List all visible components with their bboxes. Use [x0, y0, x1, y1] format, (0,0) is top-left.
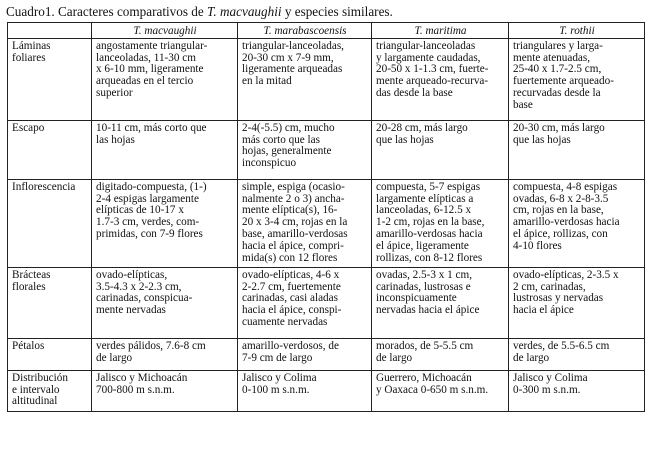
cell-rothii	[509, 38, 645, 120]
cell-line: hojas, generalmente	[242, 145, 332, 158]
cell-line: 1-2 cm, rojas en la base,	[376, 216, 485, 229]
cell-line: inconspicuo	[242, 157, 297, 170]
cell-macvaughii	[92, 338, 238, 370]
cell-maritima	[372, 338, 509, 370]
cell-line: 20-30 cm, más largo	[513, 121, 605, 134]
cell-line: 7-9 cm de largo	[242, 351, 313, 364]
row-label-line: florales	[12, 280, 46, 293]
cell-line: Jalisco y Colima	[242, 371, 317, 384]
cell-line: 20-28 cm, más largo	[376, 121, 468, 134]
cell-line: 10-11 cm, más corto que	[96, 121, 207, 134]
cell-line: amarillo-verdosas hacia	[513, 216, 620, 229]
cell-line: inconspicuamente	[376, 292, 457, 305]
cell-line: 2-4(-5.5) cm, mucho	[242, 121, 335, 134]
cell-macvaughii	[92, 38, 238, 120]
cell-maritima	[372, 179, 509, 267]
cell-line: amarillo-verdosos, de	[242, 339, 339, 352]
row-label-cell	[8, 120, 92, 179]
header-maritima: T. maritima	[372, 23, 509, 39]
cell-maritima	[372, 267, 509, 338]
cell-line: lanceoladas, 11-30 cm	[96, 51, 196, 64]
cell-line: x 6-10 mm, ligeramente	[96, 63, 204, 76]
cell-line: mente elíptica(s), 16-	[242, 204, 338, 217]
cell-line: 3.5-4.3 x 2-2.3 cm,	[96, 280, 182, 293]
header-macvaughii: T. macvaughii	[92, 23, 238, 39]
cell-line: Jalisco y Colima	[513, 371, 588, 384]
cell-line: 700-800 m s.n.m.	[96, 383, 175, 396]
cell-macvaughii	[92, 120, 238, 179]
cell-line: compuesta, 5-7 espigas	[376, 180, 481, 193]
cell-maritima	[372, 120, 509, 179]
cell-line: triangular-lanceoladas	[376, 39, 476, 52]
cell-macvaughii	[92, 370, 238, 411]
cell-marabascoensis	[238, 120, 372, 179]
cell-line: hacia el ápice	[513, 304, 574, 317]
cell-maritima	[372, 370, 509, 411]
table-row-escapo	[8, 120, 645, 179]
cell-line: carinadas, casi aladas	[242, 292, 338, 305]
cell-line: amarillo-verdosas hacia	[376, 227, 483, 240]
cell-line: cm, rojas en la base,	[513, 204, 604, 217]
row-label-line: e intervalo	[12, 383, 60, 396]
cell-line: base, amarillo-verdosas	[242, 227, 348, 240]
cell-marabascoensis	[238, 370, 372, 411]
caption-prefix: Cuadro1. Caracteres comparativos de	[6, 4, 208, 19]
cell-line: triangular-lanceoladas,	[242, 39, 344, 52]
cell-line: 4-10 flores	[513, 239, 562, 252]
caption-species: T. macvaughii	[207, 4, 282, 19]
cell-macvaughii	[92, 267, 238, 338]
table-body	[8, 38, 645, 411]
row-label-cell	[8, 267, 92, 338]
cell-line: mente atenuadas,	[513, 51, 591, 64]
cell-line: Jalisco y Michoacán	[96, 371, 188, 384]
row-label-line: Escapo	[12, 121, 45, 134]
cell-line: de largo	[96, 351, 133, 364]
cell-line: 0-300 m s.n.m.	[513, 383, 581, 396]
cell-line: ovadas, 6-8 x 2-8-3.5	[513, 192, 609, 205]
cell-line: verdes pálidos, 7.6-8 cm	[96, 339, 206, 352]
cell-line: lanceoladas, 6-12.5 x	[376, 204, 472, 217]
cell-line: rollizas, con 8-12 flores	[376, 251, 483, 264]
cell-line: recurvadas desde la	[513, 86, 601, 99]
cell-rothii	[509, 179, 645, 267]
cell-line: verdes, de 5.5-6.5 cm	[513, 339, 610, 352]
cell-line: arqueadas en el tercio	[96, 75, 194, 88]
comparison-table	[7, 22, 645, 412]
cell-line: 0-100 m s.n.m.	[242, 383, 310, 396]
cell-line: morados, de 5-5.5 cm	[376, 339, 474, 352]
cell-line: 20 x 3-4 cm, rojas en la	[242, 216, 348, 229]
cell-line: en la mitad	[242, 75, 292, 88]
cell-line: ovado-elípticas, 4-6 x	[242, 268, 340, 281]
row-label-cell	[8, 338, 92, 370]
cell-line: das desde la base	[376, 86, 453, 99]
cell-line: elípticas de 10-17 x	[96, 204, 184, 217]
cell-line: de largo	[376, 351, 413, 364]
cell-rothii	[509, 338, 645, 370]
cell-macvaughii	[92, 179, 238, 267]
cell-marabascoensis	[238, 267, 372, 338]
table-row-distribucion	[8, 370, 645, 411]
header-rothii: T. rothii	[509, 23, 645, 39]
table-caption	[6, 4, 393, 20]
cell-line: mente arqueado-recurva-	[376, 75, 489, 88]
cell-line: cuamente nervadas	[242, 315, 328, 328]
cell-maritima	[372, 38, 509, 120]
cell-line: las hojas	[96, 133, 135, 146]
cell-line: el ápice, ligeramente	[376, 239, 469, 252]
cell-line: nervadas hacia el ápice	[376, 304, 480, 317]
cell-marabascoensis	[238, 338, 372, 370]
row-label-line: Inflorescencia	[12, 180, 76, 193]
cell-line: carinadas, conspicua-	[96, 292, 193, 305]
cell-line: y largamente caudadas,	[376, 51, 481, 64]
cell-line: simple, espiga (ocasio-	[242, 180, 345, 193]
cell-line: 20-30 cm x 7-9 mm,	[242, 51, 334, 64]
cell-line: más corto que las	[242, 133, 320, 146]
row-label-line: Pétalos	[12, 339, 45, 352]
cell-line: 2 cm, carinadas,	[513, 280, 586, 293]
cell-line: que las hojas	[376, 133, 434, 146]
cell-line: triangulares y larga-	[513, 39, 603, 52]
cell-rothii	[509, 267, 645, 338]
table-row-bracteas-florales	[8, 267, 645, 338]
cell-marabascoensis	[238, 179, 372, 267]
table-row-inflorescencia	[8, 179, 645, 267]
cell-line: fuertemente arqueado-	[513, 75, 614, 88]
table-row-laminas-foliares	[8, 38, 645, 120]
row-label-line: Láminas	[12, 39, 51, 52]
cell-line: digitado-compuesta, (1-)	[96, 180, 207, 193]
cell-line: 1.7-3 cm, verdes, com-	[96, 216, 200, 229]
cell-line: base	[513, 98, 533, 111]
cell-line: de largo	[513, 351, 550, 364]
row-label-line: Distribución	[12, 371, 68, 384]
cell-line: ovado-elípticas, 2-3.5 x	[513, 268, 619, 281]
row-label-line: foliares	[12, 51, 46, 64]
cell-line: ligeramente arqueadas	[242, 63, 343, 76]
row-label-cell	[8, 370, 92, 411]
cell-line: 2-4 espigas largamente	[96, 192, 199, 205]
cell-line: primidas, con 7-9 flores	[96, 227, 203, 240]
cell-line: lustrosas y nervadas	[513, 292, 604, 305]
cell-line: carinadas, lustrosas e	[376, 280, 471, 293]
table-header-row	[8, 23, 645, 39]
cell-line: ovado-elípticas,	[96, 268, 168, 281]
cell-line: superior	[96, 86, 133, 99]
cell-line: nalmente 2 o 3) ancha-	[242, 192, 345, 205]
cell-line: 25-40 x 1.7-2.5 cm,	[513, 63, 602, 76]
row-label-line: altitudinal	[12, 395, 58, 408]
cell-line: 20-50 x 1-1.3 cm, fuerte-	[376, 63, 489, 76]
cell-line: hacia el ápice, compri-	[242, 239, 344, 252]
cell-line: el ápice, rollizas, con	[513, 227, 608, 240]
cell-line: mida(s) con 12 flores	[242, 251, 338, 264]
cell-line: angostamente triangular-	[96, 39, 208, 52]
cell-line: hacia el ápice, conspi-	[242, 304, 342, 317]
cell-line: ovadas, 2.5-3 x 1 cm,	[376, 268, 473, 281]
cell-line: largamente elípticas a	[376, 192, 474, 205]
header-empty-cell	[8, 23, 92, 39]
cell-line: y Oaxaca 0-650 m s.n.m.	[376, 383, 489, 396]
caption-suffix: y especies similares.	[281, 4, 393, 19]
cell-line: Guerrero, Michoacán	[376, 371, 472, 384]
cell-line: 2-2.7 cm, fuertemente	[242, 280, 341, 293]
row-label-cell	[8, 179, 92, 267]
row-label-cell	[8, 38, 92, 120]
cell-marabascoensis	[238, 38, 372, 120]
cell-line: que las hojas	[513, 133, 571, 146]
table-row-petalos	[8, 338, 645, 370]
cell-rothii	[509, 370, 645, 411]
cell-line: compuesta, 4-8 espigas	[513, 180, 618, 193]
header-marabascoensis: T. marabascoensis	[238, 23, 372, 39]
cell-rothii	[509, 120, 645, 179]
row-label-line: Brácteas	[12, 268, 51, 281]
cell-line: mente nervadas	[96, 304, 166, 317]
